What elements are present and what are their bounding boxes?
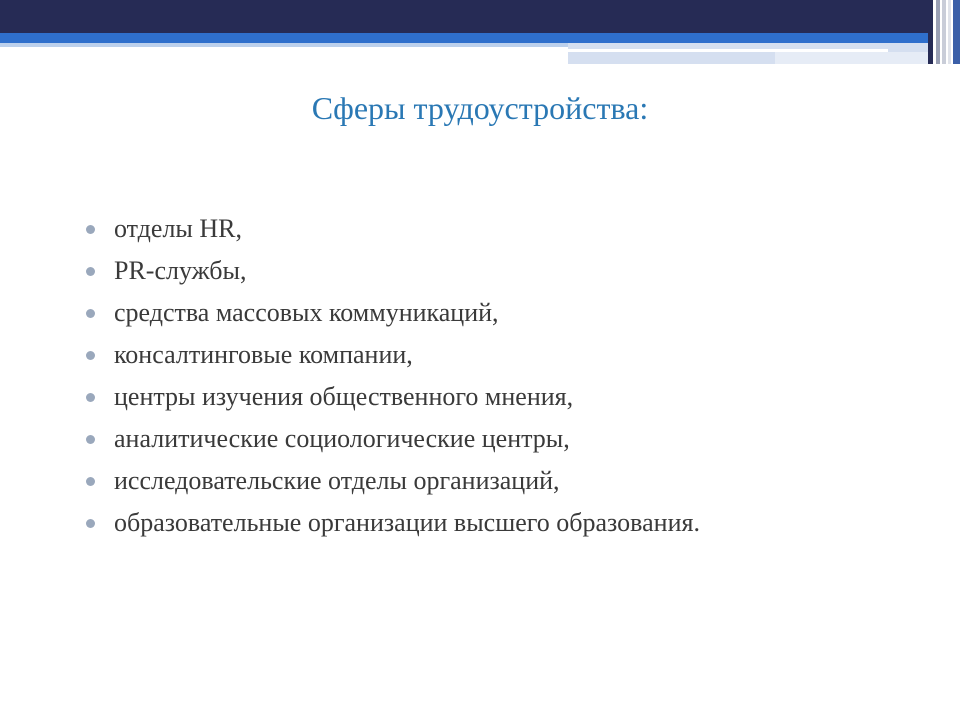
list-item: [86, 334, 926, 376]
list-item-text: средства массовых коммуникаций,: [114, 298, 499, 327]
list-item-text: образовательные организации высшего образования.: [114, 508, 700, 537]
list-item-text: PR-службы,: [114, 256, 247, 285]
bullet-dot-icon: [86, 225, 95, 234]
header-band-light: [0, 43, 568, 47]
list-item-text: центры изучения общественного мнения,: [114, 382, 574, 411]
stripe: [942, 0, 946, 64]
stripe: [953, 0, 960, 64]
bullet-dot-icon: [86, 435, 95, 444]
header-band-blue: [0, 33, 960, 43]
stripe: [948, 0, 951, 64]
list-item: [86, 208, 926, 250]
bullet-dot-icon: [86, 309, 95, 318]
list-item: [86, 418, 926, 460]
bullet-dot-icon: [86, 351, 95, 360]
bullet-dot-icon: [86, 519, 95, 528]
bullet-dot-icon: [86, 393, 95, 402]
list-item-text: аналитические социологические центры,: [114, 424, 570, 453]
stripe: [928, 0, 933, 64]
list-item: [86, 502, 926, 544]
bullet-dot-icon: [86, 267, 95, 276]
list-item-text: отделы HR,: [114, 214, 243, 243]
list-item: [86, 292, 926, 334]
list-item-text: исследовательские отделы организаций,: [114, 466, 560, 495]
stripe: [936, 0, 940, 64]
list-item: [86, 460, 926, 502]
bullet-list: [86, 208, 926, 544]
list-item: [86, 376, 926, 418]
bullet-dot-icon: [86, 477, 95, 486]
list-item: [86, 250, 926, 292]
slide-title: Сферы трудоустройства:: [311, 90, 649, 126]
header-band-right-lighter: [775, 52, 940, 64]
header-band-dark: [0, 0, 960, 33]
list-item-text: консалтинговые компании,: [114, 340, 413, 369]
header-vertical-stripes: [928, 0, 960, 64]
